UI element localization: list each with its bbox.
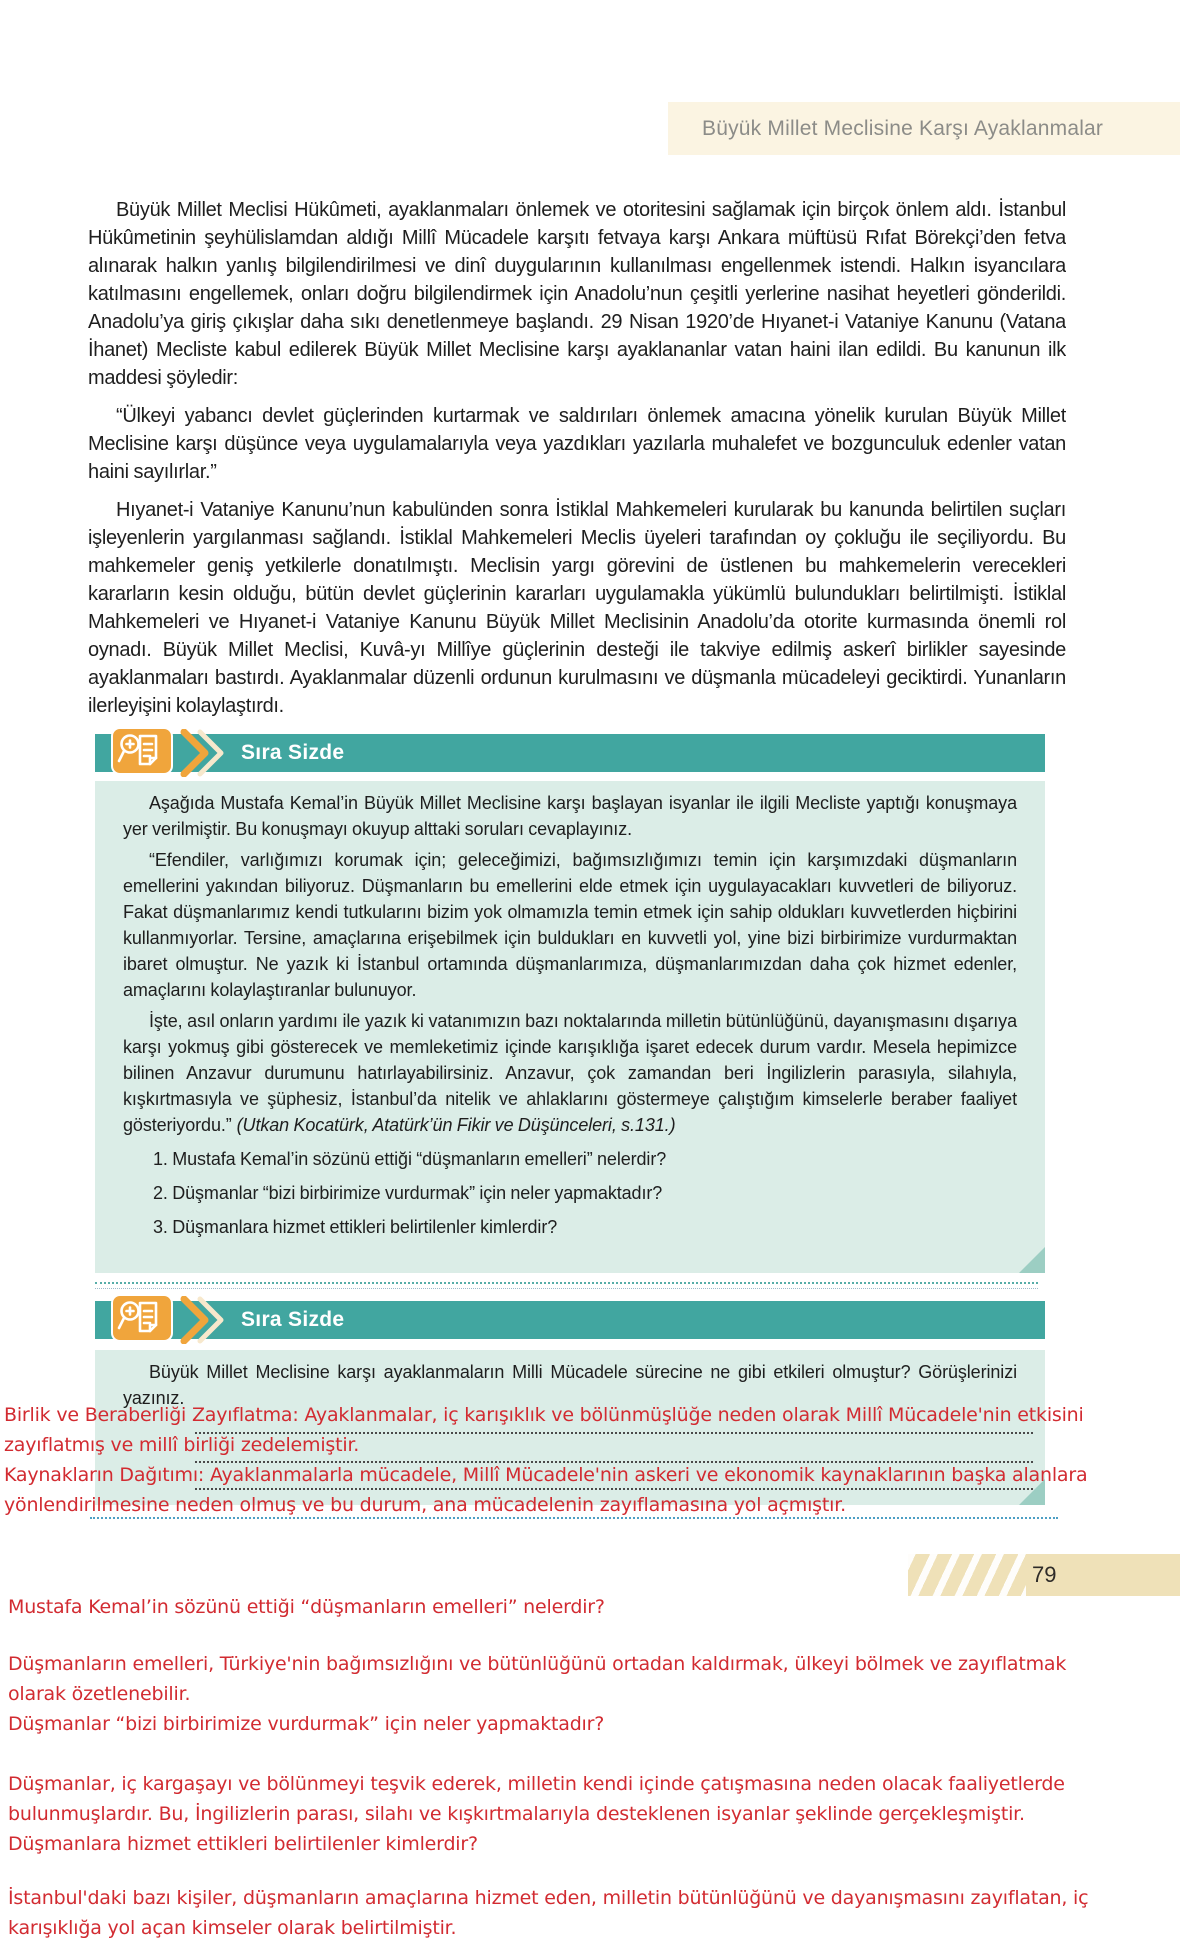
- sira-sizde-bar-1: [95, 734, 1045, 772]
- box2-question: Büyük Millet Meclisine karşı ayaklanmaların Milli Mücadele sürecine ne gibi etkileri olmuştur? Görüşlerinizi yazınız.: [123, 1362, 1017, 1408]
- law-quote: “Ülkeyi yabancı devlet güçlerinden kurtarmak ve saldırıları önlemek amacına yönelik kurulan Büyük Millet Meclisine karşı düşünce veya uygulamalarıyla veya yazdıkları yazılarla muhalefet ve bozgunculuk edenler vatan haini sayılırlar.”: [88, 405, 1066, 483]
- red-annotation-5: Mustafa Kemal’in sözünü ettiği “düşmanların emelleri” nelerdir?: [8, 1596, 605, 1618]
- article: [88, 196, 1066, 734]
- box1-speech-p2-text: İşte, asıl onların yardımı ile yazık ki vatanımızın bazı noktalarında milletin bütünlüğünü, dayanışmasını dışarıya karşı yokmuş gibi gösterecek ve memleketimiz içinde karışıklığa işaret edecek durum vardır. Mesela hepimizce bilinen Anzavur durumunu hatırlayabilirsiniz. Anzavur, çok zamandan beri İngilizlerin parasıyla, silahıyla, kışkırtmasıyla ve şüphesiz, İstanbul’da nitelik ve ahlaklarını göstermeye çalıştığım kimselerle beraber faaliyet gösteriyordu.”: [123, 1011, 1017, 1135]
- double-chevron-right-icon: [179, 1296, 227, 1349]
- answer-line-long: [90, 1517, 1058, 1519]
- box1-question-2: 2. Düşmanlar “bizi birbirimize vurdurmak” için neler yapmaktadır?: [153, 1183, 663, 1203]
- red-annotation-10: bulunmuşlardır. Bu, İngilizlerin parası, silahı ve kışkırtmalarıyla desteklenen isyanlar şeklinde gerçekleşmiştir.: [8, 1803, 1025, 1825]
- article-paragraph-2: Hıyanet-i Vataniye Kanunu’nun kabulünden sonra İstiklal Mahkemeleri kurularak bu kanunda belirtilen suçları işleyenlerin yargılanması sağlandı. İstiklal Mahkemeleri Meclis üyeleri tarafından oy çokluğu ile seçiliyordu. Bu mahkemeler geniş yetkilerle donatılmıştı. Meclisin yargı görevini de üstlenen bu mahkemelerin verecekleri kararların kesin olduğu, bütün devlet güçlerinin kararları uygulamakla yükümlü bulundukları belirtilmişti. İstiklal Mahkemeleri ve Hıyanet-i Vataniye Kanunu Büyük Millet Meclisinin Anadolu’da otorite kurmasında önemli rol oynadı. Büyük Millet Meclisi, Kuvâ-yı Millîye güçlerinin desteği ile takviye edilmiş askerî birlikler sayesinde ayaklanmaları bastırdı. Ayaklanmalar düzenli ordunun kurulmasını ve düşmanla mücadeleyi geciktirdi. Yunanların ilerleyişini kolaylaştırdı.: [88, 499, 1066, 717]
- page-number: 79: [1032, 1562, 1057, 1587]
- chapter-header: [668, 102, 1180, 155]
- fold-corner-icon: [1019, 1247, 1045, 1273]
- box1-speech-p1: “Efendiler, varlığımızı korumak için; geleceğimizi, bağımsızlığımızı temin için karşımızdaki düşmanların emellerini yakından biliyoruz. Düşmanların bu emellerini elde etmek için uygulayacakları kuvvetleri de biliyoruz. Fakat düşmanlarımız kendi tutkularını bizim yok olmamızla temin etmek için sahip oldukları kuvvetlerden hiçbirini kullanmıyorlar. Tersine, amaçlarına erişebilmek için buldukları en kuvvetli yol, yine bizi birbirimize vurdurmaktan ibaret olmuştur. Ne yazık ki İstanbul ortamında düşmanlarımıza, düşmanlarımızdan daha çok hizmet edenler, amaçlarını kolaylaştıranlar bulunuyor.: [123, 850, 1017, 1000]
- box1-speech-p2: [123, 1008, 1017, 1138]
- magnifier-document-icon: [111, 1294, 173, 1342]
- article-paragraph-1: Büyük Millet Meclisi Hükûmeti, ayaklanmaları önlemek ve otoritesini sağlamak için birçok önlem aldı. İstanbul Hükûmetinin şeyhülislamdan aldığı Millî Mücadele karşıtı fetvaya karşı Ankara müftüsü Rıfat Börekçi’den fetva alınarak halkın yanlış bilgilendirilmesi ve dinî duygularının kullanılması engellenmek istendi. Halkın isyancılara katılmasını engellemek, onları doğru bilgilendirmek için Anadolu’nun çeşitli yerlerine nasihat heyetleri gönderildi. Anadolu’ya giriş çıkışlar daha sıkı denetlenmeye başlandı. 29 Nisan 1920’de Hıyanet-i Vataniye Kanunu (Vatana İhanet) Mecliste kabul edilerek Büyük Millet Meclisine karşı ayaklananlar vatan haini ilan edildi. Bu kanunun ilk maddesi şöyledir:: [88, 199, 1066, 389]
- sira-sizde-box-1: [95, 781, 1045, 1273]
- red-annotation-3: Kaynakların Dağıtımı: Ayaklanmalarla mücadele, Millî Mücadele'nin askeri ve ekonomik kaynaklarının başka alanlara: [4, 1464, 1088, 1486]
- stripes-decoration-icon: [908, 1554, 1026, 1596]
- sira-sizde-label: Sıra Sizde: [241, 741, 345, 764]
- box1-intro: Aşağıda Mustafa Kemal’in Büyük Millet Meclisine karşı başlayan isyanlar ile ilgili Mecliste yaptığı konuşmaya yer verilmiştir. Bu konuşmayı okuyup alttaki soruları cevaplayınız.: [123, 793, 1017, 839]
- sira-sizde-label: Sıra Sizde: [241, 1308, 345, 1331]
- double-chevron-right-icon: [179, 729, 227, 782]
- magnifier-document-icon: [111, 727, 173, 775]
- section-divider: [95, 1282, 1038, 1289]
- red-annotation-4: yönlendirilmesine neden olmuş ve bu durum, ana mücadelenin zayıflamasına yol açmıştır.: [4, 1494, 846, 1516]
- sira-sizde-bar-2: [95, 1301, 1045, 1339]
- red-annotation-12: İstanbul'daki bazı kişiler, düşmanların amaçlarına hizmet eden, milletin bütünlüğünü ve dayanışmasını zayıflatan, iç: [8, 1887, 1089, 1909]
- box1-citation: (Utkan Kocatürk, Atatürk’ün Fikir ve Düşünceleri, s.131.): [236, 1115, 676, 1135]
- red-annotation-13: karışıklığa yol açan kimseler olarak belirtilmiştir.: [8, 1917, 457, 1939]
- red-annotation-6: Düşmanların emelleri, Türkiye'nin bağımsızlığını ve bütünlüğünü ortadan kaldırmak, ülkeyi bölmek ve zayıflatmak: [8, 1653, 1067, 1675]
- page-number-badge: [908, 1554, 1180, 1596]
- box1-question-3: 3. Düşmanlara hizmet ettikleri belirtilenler kimlerdir?: [153, 1217, 558, 1237]
- red-annotation-8: Düşmanlar “bizi birbirimize vurdurmak” için neler yapmaktadır?: [8, 1713, 605, 1735]
- red-annotation-7: olarak özetlenebilir.: [8, 1683, 191, 1705]
- red-annotation-9: Düşmanlar, iç kargaşayı ve bölünmeyi teşvik ederek, milletin kendi içinde çatışmasına neden olacak faaliyetlerde: [8, 1773, 1065, 1795]
- red-annotation-2: zayıflatmış ve millî birliği zedelemiştir.: [4, 1434, 360, 1456]
- red-annotation-11: Düşmanlara hizmet ettikleri belirtilenler kimlerdir?: [8, 1833, 478, 1855]
- chapter-title: Büyük Millet Meclisine Karşı Ayaklanmalar: [702, 116, 1104, 140]
- answer-line-2: [195, 1461, 1033, 1463]
- box1-question-1: 1. Mustafa Kemal’in sözünü ettiği “düşmanların emelleri” nelerdir?: [153, 1149, 667, 1169]
- answer-line-3: [195, 1488, 1033, 1490]
- red-annotation-1: Birlik ve Beraberliği Zayıflatma: Ayaklanmalar, iç karışıklık ve bölünmüşlüğe neden olarak Millî Mücadele'nin etkisini: [4, 1404, 1084, 1426]
